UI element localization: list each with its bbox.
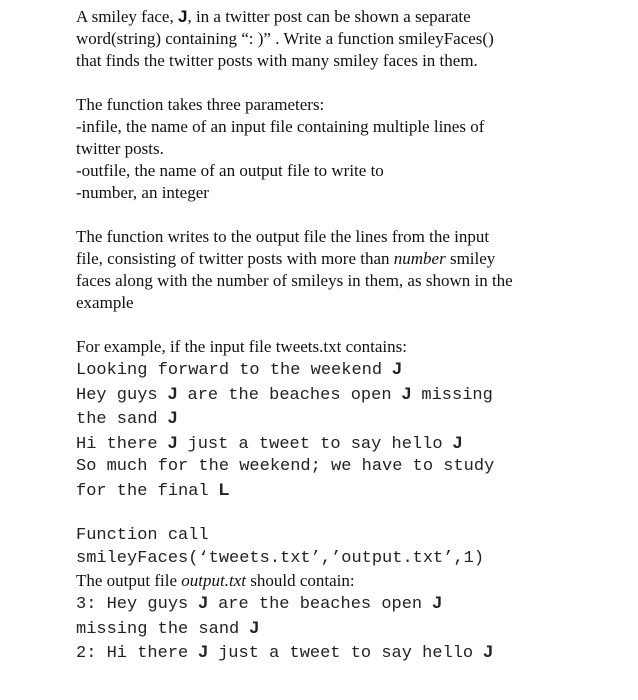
intro-line-3: that finds the twitter posts with many smiley faces in them. [76,51,478,70]
function-call-label: Function call [76,526,209,545]
desc-line-2: file, consisting of twitter posts with more than number smiley [76,249,496,268]
smiley-glyph: J [452,432,463,452]
smiley-glyph: J [167,432,178,452]
tweet-line-6: for the final L [76,479,230,501]
smiley-glyph: J [198,642,208,661]
smiley-glyph: J [167,383,178,403]
smiley-glyph: J [483,642,493,661]
smiley-glyph: J [198,593,208,612]
output-line-1: 3: Hey guys J are the beaches open J [76,593,442,614]
output-heading: The output file output.txt should contain: [76,571,355,590]
output-line-2: missing the sand J [76,617,259,639]
function-call-code: smileyFaces(‘tweets.txt’,’output.txt’,1) [76,548,485,568]
output-line-3: 2: Hi there J just a tweet to say hello J [76,642,493,663]
smiley-glyph: J [401,383,412,403]
problem-statement [76,6,616,666]
smiley-glyph: J [432,593,442,612]
frown-glyph: L [218,479,230,499]
param-number: -number, an integer [76,183,209,202]
smiley-glyph: J [177,7,188,26]
intro-line-1: A smiley face, J, in a twitter post can be shown a separate [76,7,471,26]
smiley-glyph: J [249,617,259,637]
example-heading: For example, if the input file tweets.txt contains: [76,337,407,356]
smiley-glyph: J [167,408,178,427]
intro-line-2: word(string) containing “: )” . Write a function smileyFaces() [76,29,494,48]
desc-line-1: The function writes to the output file the lines from the input [76,227,490,246]
desc-line-4: example [76,293,134,312]
param-infile-line-1: -infile, the name of an input file containing multiple lines of [76,117,485,136]
tweet-line-4: Hi there J just a tweet to say hello J [76,432,463,454]
tweet-line-5: So much for the weekend; we have to study [76,457,495,476]
param-infile-line-2: twitter posts. [76,139,164,158]
tweet-line-2: Hey guys J are the beaches open J missing [76,383,493,405]
tweet-line-1: Looking forward to the weekend J [76,359,402,380]
smiley-glyph: J [392,359,402,378]
param-outfile: -outfile, the name of an output file to write to [76,161,384,180]
tweet-line-3: the sand J [76,408,178,429]
params-heading: The function takes three parameters: [76,95,325,114]
desc-line-3: faces along with the number of smileys in them, as shown in the [76,271,513,290]
